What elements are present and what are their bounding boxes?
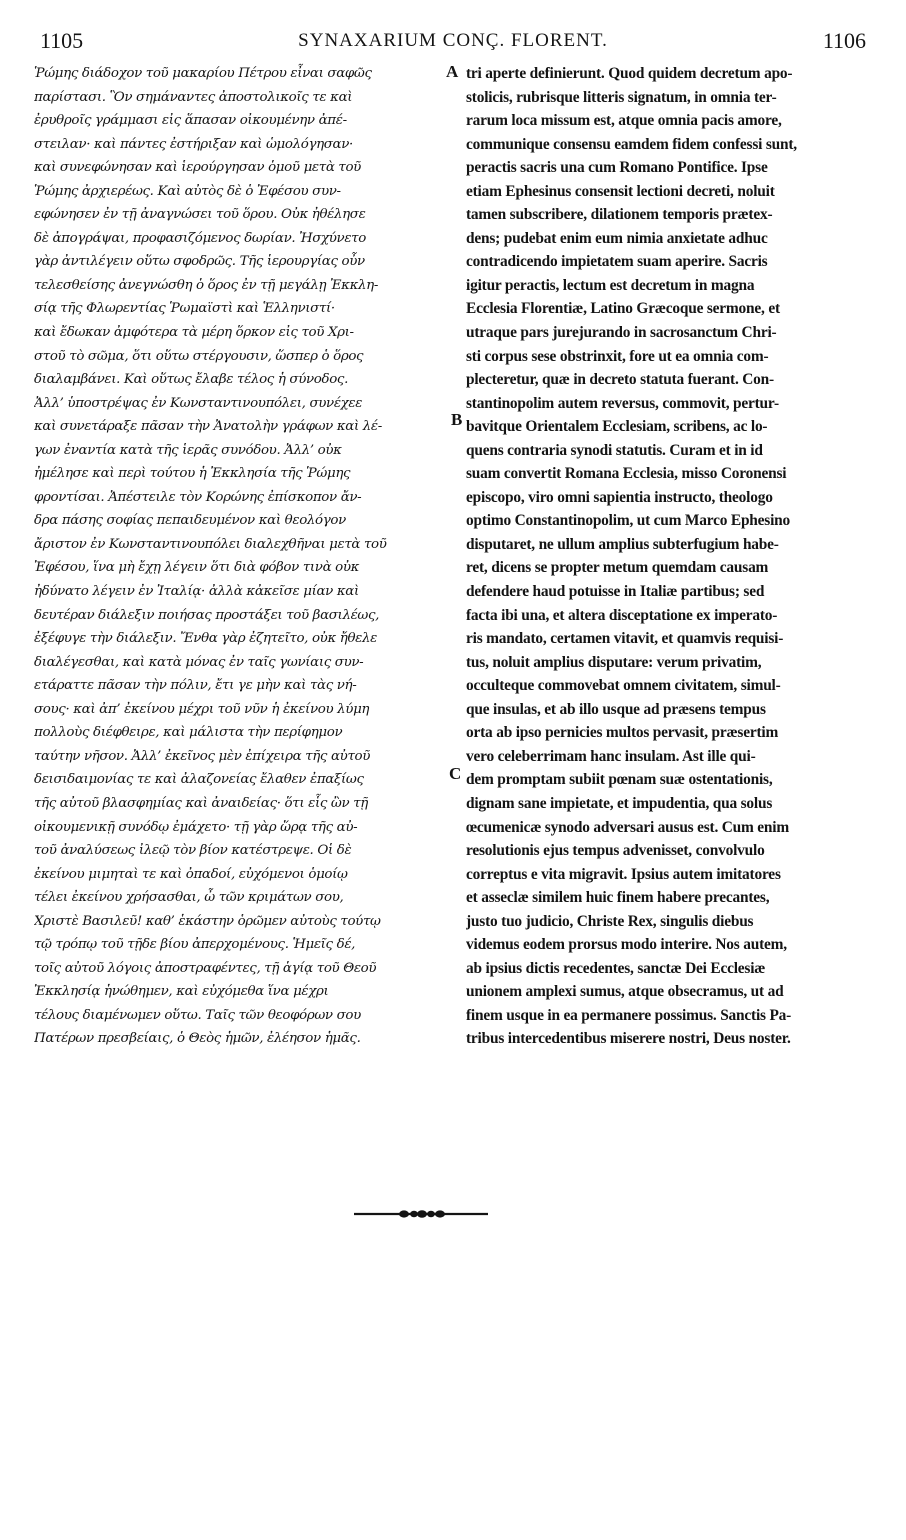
greek-text-line: Χριστὲ Βασιλεῦ! καθ’ ἑκάστην ὁρῶμεν αὐτοὺς τούτῳ [34, 913, 381, 929]
greek-text-line: ετάραττε πᾶσαν τὴν πόλιν, ἔτι γε μὴν καὶ τὰς νή- [34, 678, 357, 694]
greek-text-line: σίᾳ τῆς Φλωρεντίας Ῥωμαϊστὶ καὶ Ἑλληνιστί· [34, 301, 335, 317]
section-marker-a: A [446, 62, 459, 81]
latin-text-line: quens contraria synodi statutis. Curam et in id [466, 441, 763, 459]
greek-text-line: στοῦ τὸ σῶμα, ὅτι οὕτω στέργουσιν, ὥσπερ ὁ ὅρος [34, 348, 364, 364]
greek-text-line: δευτέραν διάλεξιν ποιήσας προστάξει τοῦ βασιλέως, [34, 607, 380, 623]
latin-text-line: suam convertit Romana Ecclesia, misso Coronensi [466, 465, 787, 483]
greek-text-line: ἠδύνατο λέγειν ἐν Ἰταλίᾳ· ἀλλὰ κἀκεῖσε μίαν καὶ [34, 584, 359, 600]
latin-text-line: dignam sane impietate, et impudentia, qua solus [466, 794, 773, 812]
greek-text-line: παρίστασι. Ὃν σημάναντες ἀποστολικοῖς τε καὶ [34, 89, 353, 105]
greek-text-line: τῷ τρόπῳ τοῦ τῇδε βίου ἀπερχομένους. Ἡμεῖς δέ, [34, 937, 356, 953]
latin-text-line: correptus e vita migravit. Ipsius autem imitatores [466, 865, 781, 883]
latin-text-line: ab ipsius dictis recedentes, sanctæ Dei Ecclesiæ [466, 959, 766, 977]
latin-text-line: finem usque in ea permanere possimus. Sanctis Pa- [466, 1006, 792, 1024]
latin-text-line: ris mandato, certamen vitavit, et quamvis requisi- [466, 630, 784, 648]
latin-text-line: defendere haud potuisse in Italiæ partibus; sed [466, 583, 765, 601]
greek-text-line: φροντίσαι. Ἀπέστειλε τὸν Κορώνης ἐπίσκοπον ἄν- [34, 489, 362, 505]
greek-text-line: ἐκείνου μιμηταὶ τε καὶ ὀπαδοί, εὐχόμενοι ὁμοίῳ [34, 866, 348, 882]
latin-text-line: optimo Constantinopolim, ut cum Marco Ephesino [466, 512, 791, 530]
greek-text-line: τοῖς αὐτοῦ λόγοις ἀποστραφέντες, τῇ ἁγίᾳ τοῦ Θεοῦ [34, 960, 377, 976]
latin-text-line: plecteretur, quæ in decreto statuta fuerant. Con- [466, 371, 774, 389]
latin-text-line: tri aperte definierunt. Quod quidem decretum apo- [466, 65, 793, 82]
latin-text-line: tribus intercedentibus miserere nostri, Deus noster. [466, 1030, 791, 1048]
latin-text-line: et asseclæ similem huic finem habere precantes, [466, 889, 770, 907]
greek-text-column [34, 62, 462, 1051]
running-title: SYNAXARIUM CONÇ. FLORENT. [298, 30, 608, 51]
latin-text-line: tamen subscribere, dilationem temporis prætex- [466, 206, 773, 224]
latin-text-line: videmus eodem prorsus modo interire. Nos autem, [466, 936, 787, 954]
latin-text-line: orta ab ipso pernicies multos pervasit, præsertim [466, 724, 779, 742]
greek-text-line: ἠμέλησε καὶ περὶ τούτου ἡ Ἐκκλησία τῆς Ῥώμης [34, 466, 351, 482]
latin-text-line: igitur peractis, lectum est decretum in magna [466, 276, 755, 294]
latin-text-line: sti corpus sese obstrinxit, fore ut ea omnia com- [466, 347, 769, 365]
latin-text-line: contradicendo impietatem suam aperire. Sacris [466, 253, 768, 271]
greek-text-line: καὶ συνετάραξε πᾶσαν τὴν Ἀνατολὴν γράφων καὶ λέ- [34, 419, 382, 435]
latin-text-line: stolicis, rubrisque litteris signatum, in omnia ter- [466, 88, 777, 106]
latin-text-line: tus, noluit amplius disputare: verum privatim, [466, 653, 762, 671]
page-header [40, 28, 866, 56]
greek-text-line: δὲ ἀπογράψαι, προφασιζόμενος δωρίαν. Ἠσχύνετο [34, 230, 366, 246]
latin-text-line: dem promptam subiit pœnam suæ ostentationis, [466, 771, 773, 789]
latin-text-line: disputaret, ne ullum amplius subterfugium habe- [466, 535, 779, 553]
greek-text-line: οἰκουμενικῇ συνόδῳ ἐμάχετο· τῇ γὰρ ὥρᾳ τῆς αὐ- [34, 819, 358, 835]
greek-text-line: γὰρ ἀντιλέγειν οὕτω σφοδρῶς. Τῆς ἱερουργίας οὖν [34, 254, 365, 270]
latin-text-line: episcopo, viro omni sapientia instructo, theologo [466, 488, 773, 506]
greek-text-line: σους· καὶ ἀπ’ ἐκείνου μέχρι τοῦ νῦν ἡ ἐκείνου λύμη [34, 701, 370, 717]
greek-text-line: δεισιδαιμονίας τε καὶ ἀλαζονείας ἔλαθεν ἐπαξίως [34, 772, 364, 788]
greek-text-line: τοῦ ἀναλύσεως ἰλεῷ τὸν βίον κατέστρεψε. Οἱ δὲ [34, 843, 352, 859]
greek-text-line: καὶ ἔδωκαν ἀμφότερα τὰ μέρη ὅρκον εἰς τοῦ Χρι- [34, 325, 354, 341]
latin-text-line: rarum loca missum est, atque omnia pacis amore, [466, 112, 782, 130]
greek-text-line: πολλοὺς διέφθειρε, καὶ μάλιστα τὴν περίφημον [34, 725, 343, 741]
greek-text-line: Πατέρων πρεσβείαις, ὁ Θεὸς ἡμῶν, ἐλέησον ἡμᾶς. [34, 1031, 361, 1047]
latin-text-line: peractis sacris una cum Romano Pontifice. Ipse [466, 159, 768, 177]
latin-text-line: œcumenicæ synodo adversari ausus est. Cum enim [466, 818, 789, 836]
greek-text-line: ταύτην νῆσον. Ἀλλ’ ἐκεῖνος μὲν ἐπίχειρα τῆς αὐτοῦ [34, 748, 371, 764]
latin-text-line: etiam Ephesinus consensit lectioni decreti, noluit [466, 182, 775, 200]
greek-text-line: διαλέγεσθαι, καὶ κατὰ μόνας ἐν ταῖς γωνίαις συν- [34, 654, 364, 670]
page-number-left: 1105 [40, 28, 84, 53]
greek-text-line: διαλαμβάνει. Καὶ οὕτως ἔλαβε τέλος ἡ σύνοδος. [34, 372, 348, 388]
greek-text-line: ἐρυθροῖς γράμμασι εἰς ἅπασαν οἰκουμένην ἀπέ- [34, 113, 347, 129]
latin-text-column [466, 62, 874, 1051]
section-marker-c: C [449, 764, 462, 783]
latin-text-line: communique consensu eamdem fidem confessi sunt, [466, 135, 797, 153]
greek-text-line: δρα πάσης σοφίας πεπαιδευμένον καὶ θεολόγον [34, 513, 346, 529]
page-number-right: 1106 [822, 28, 866, 53]
latin-text-line: utraque pars jurejurando in sacrosanctum Chri- [466, 324, 777, 342]
latin-text-line: bavitque Orientalem Ecclesiam, scribens, ac lo- [466, 418, 768, 436]
greek-text-line: τῆς αὐτοῦ βλασφημίας καὶ ἀναιδείας· ὅτι εἷς ὢν τῇ [34, 795, 368, 811]
greek-text-line: καὶ συνεφώνησαν καὶ ἱερούργησαν ὁμοῦ μετὰ τοῦ [34, 160, 361, 176]
latin-text-line: que insulas, et ab illo usque ad præsens tempus [466, 700, 766, 718]
greek-text-line: ἄριστον ἐν Κωνσταντινουπόλει διαλεχθῆναι μετὰ τοῦ [34, 536, 387, 552]
latin-text-line: stantinopolim autem reversus, commovit, pertur- [466, 394, 779, 412]
greek-text-line: τέλει ἐκείνου χρήσασθαι, ὦ τῶν κριμάτων σου, [34, 890, 344, 906]
section-marker-b: B [451, 410, 463, 429]
latin-text-line: ret, dicens se propter metum quemdam causam [466, 559, 769, 577]
greek-text-line: τέλους διαμένωμεν οὕτω. Ταῖς τῶν θεοφόρων σου [34, 1007, 361, 1023]
greek-text-line: στειλαν· καὶ πάντες ἐστήριξαν καὶ ὡμολόγησαν· [34, 136, 353, 152]
latin-text-line: resolutionis ejus tempus advenisset, convolvulo [466, 842, 765, 860]
greek-text-line: Ἐφέσου, ἵνα μὴ ἔχῃ λέγειν ὅτι διὰ φόβον τινὰ οὐκ [34, 560, 360, 576]
greek-text-line: εφώνησεν ἐν τῇ ἀναγνώσει τοῦ ὅρου. Οὐκ ἠθέλησε [34, 207, 366, 223]
latin-text-line: Ecclesia Florentiæ, Latino Græcoque sermone, et [466, 300, 780, 318]
greek-text-line: ἐξέφυγε τὴν διάλεξιν. Ἔνθα γὰρ ἐζητεῖτο, οὐκ ἤθελε [34, 631, 377, 647]
greek-text-line: Ῥώμης διάδοχον τοῦ μακαρίου Πέτρου εἶναι σαφῶς [34, 66, 372, 81]
greek-text-line: Ἀλλ’ ὑποστρέψας ἐν Κωνσταντινουπόλει, συνέχεε [34, 395, 363, 411]
latin-text-line: dens; pudebat enim eum nimia anxietate adhuc [466, 229, 768, 247]
latin-text-line: facta ibi una, et altera disceptatione ex imperato- [466, 606, 778, 624]
greek-text-line: τελεσθείσης ἀνεγνώσθη ὁ ὅρος ἐν τῇ μεγάλῃ Ἐκκλη- [34, 277, 378, 293]
greek-text-line: Ἐκκλησίᾳ ἡνώθημεν, καὶ εὐχόμεθα ἵνα μέχρι [34, 984, 329, 1000]
latin-text-line: unionem amplexi sumus, atque obsecramus, ut ad [466, 983, 784, 1001]
latin-text-line: vero celeberrimam hanc insulam. Ast ille qui- [466, 747, 756, 765]
latin-text-line: justo tuo judicio, Christe Rex, singulis diebus [466, 912, 754, 930]
greek-text-line: Ῥώμης ἀρχιερέως. Καὶ αὐτὸς δὲ ὁ Ἐφέσου συν- [34, 183, 341, 199]
greek-text-line: γων ἐναντία κατὰ τῆς ἱερᾶς συνόδου. Ἀλλ’ οὐκ [34, 442, 342, 458]
end-ornament [352, 1208, 490, 1220]
latin-text-line: occulteque commovebat omnem civitatem, simul- [466, 677, 781, 695]
